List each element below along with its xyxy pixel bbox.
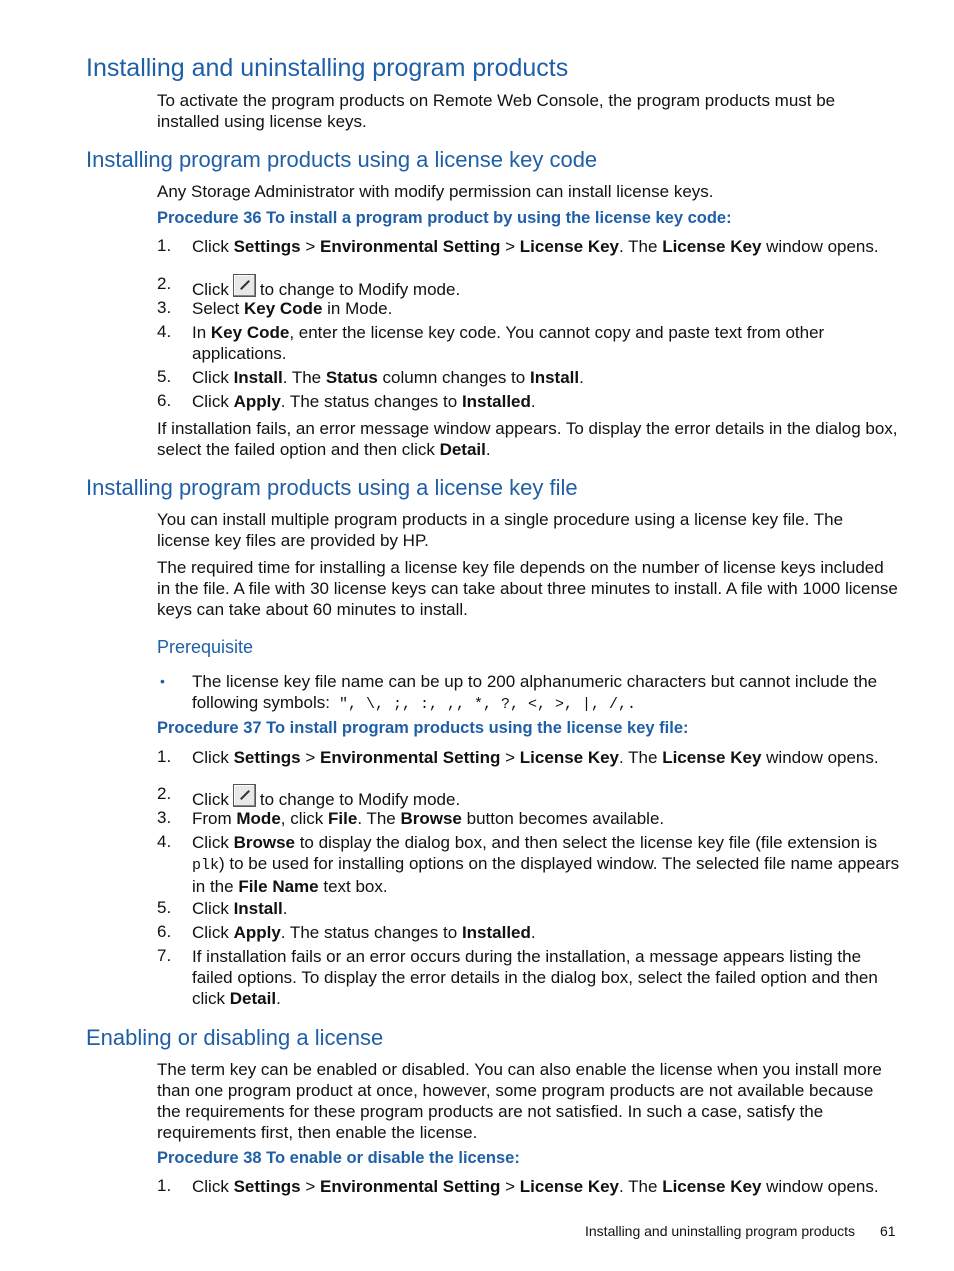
prerequisite-heading: Prerequisite — [157, 637, 254, 657]
procedure-37-step-6: Click Apply. The status changes to Installed. — [192, 923, 536, 942]
section-title-enable-disable: Enabling or disabling a license — [86, 1025, 384, 1050]
procedure-36-step-5: Click Install. The Status column changes to Install. — [192, 368, 584, 387]
step-number: 3. — [157, 808, 172, 827]
section-title-key-code: Installing program products using a license key code — [86, 147, 598, 172]
page-number: 61 — [880, 1223, 896, 1239]
procedure-37-step-4: Click Browse to display the dialog box, and then select the license key file (file extension is plk) to be used for installing options on the displayed window. The selected file name appears in the File Name text box. — [192, 833, 900, 896]
procedure-36-step-6: Click Apply. The status changes to Installed. — [192, 392, 536, 411]
step-number: 5. — [157, 898, 172, 917]
step-number: 1. — [157, 1176, 172, 1195]
procedure-37-step-2: Click to change to Modify mode. — [192, 784, 900, 810]
step-number: 4. — [157, 832, 172, 851]
procedure-36-step-3: Select Key Code in Mode. — [192, 299, 393, 318]
key-file-para-2: The required time for installing a license key file depends on the number of license keys included in the file. A file with 30 license keys can take about three minutes to install. A file with 1000 license keys can take about 60 minutes to install. — [157, 558, 898, 619]
step-number: 4. — [157, 322, 172, 341]
procedure-36-title: Procedure 36 To install a program product by using the license key code: — [157, 209, 732, 227]
key-file-para-1: You can install multiple program products in a single procedure using a license key file. The license key files are provided by HP. — [157, 510, 844, 550]
procedure-38-step-1: Click Settings > Environmental Setting > License Key. The License Key window opens. — [192, 1177, 879, 1196]
step-number: 2. — [157, 274, 172, 293]
procedure-37-step-3: From Mode, click File. The Browse button becomes available. — [192, 809, 665, 828]
procedure-37-step-7: If installation fails or an error occurs during the installation, a message appears listing the failed options. To display the error details in the dialog box, select the failed option and then click Detail. — [192, 947, 878, 1008]
section-intro: To activate the program products on Remote Web Console, the program products must be installed using license keys. — [157, 91, 836, 131]
key-code-intro: Any Storage Administrator with modify permission can install license keys. — [157, 182, 714, 201]
step-number: 6. — [157, 391, 172, 410]
prerequisite-item: The license key file name can be up to 200 alphanumeric characters but cannot include the following symbols: ", \, ;, :, ,, *, ?, <, >, |, /,. — [192, 672, 878, 713]
step-number: 3. — [157, 298, 172, 317]
procedure-38-title: Procedure 38 To enable or disable the license: — [157, 1149, 520, 1167]
step-number: 1. — [157, 747, 172, 766]
procedure-37-step-5: Click Install. — [192, 899, 288, 918]
step-number: 6. — [157, 922, 172, 941]
section-title-install-uninstall: Installing and uninstalling program products — [86, 54, 569, 82]
procedure-36-step-4: In Key Code, enter the license key code. You cannot copy and paste text from other applications. — [192, 323, 825, 363]
section-title-key-file: Installing program products using a license key file — [86, 475, 578, 500]
procedure-36-step-2: Click to change to Modify mode. — [192, 274, 900, 300]
step-number: 1. — [157, 236, 172, 255]
procedure-37-step-1: Click Settings > Environmental Setting > License Key. The License Key window opens. — [192, 748, 879, 767]
step-number: 2. — [157, 784, 172, 803]
footer-title: Installing and uninstalling program products — [585, 1223, 856, 1239]
install-fail-note: If installation fails, an error message window appears. To display the error details in the dialog box, select the failed option and then click Detail. — [157, 419, 898, 459]
modify-mode-icon — [233, 274, 256, 297]
bullet-icon: • — [160, 673, 165, 689]
step-number: 5. — [157, 367, 172, 386]
enable-disable-para: The term key can be enabled or disabled. You can also enable the license when you install more than one program product at once, however, some program products are not available because the requirements for these program products are not satisfied. In such a case, satisfy the requirements first, then enable the license. — [157, 1060, 882, 1142]
step-number: 7. — [157, 946, 172, 965]
procedure-36-step-1: Click Settings > Environmental Setting > License Key. The License Key window opens. — [192, 237, 879, 256]
modify-mode-icon — [233, 784, 256, 807]
procedure-37-title: Procedure 37 To install program products using the license key file: — [157, 719, 689, 737]
